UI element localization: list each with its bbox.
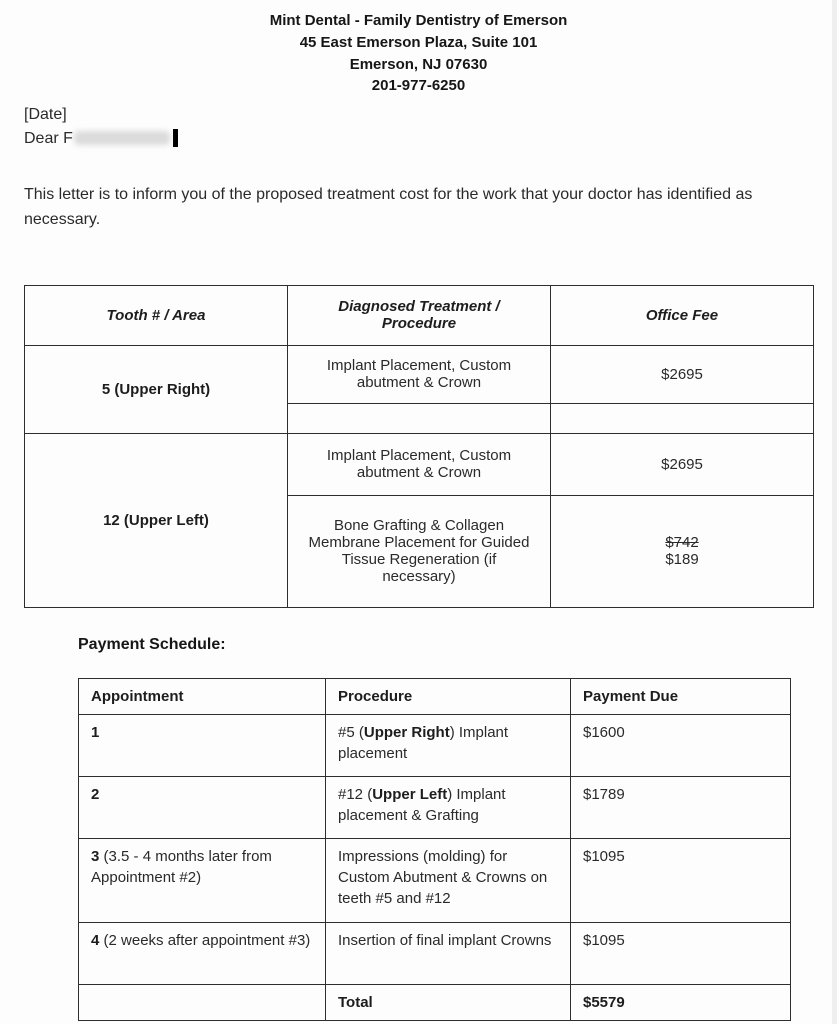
procedure-cell <box>326 922 571 984</box>
col-header-procedure: Procedure <box>326 678 571 714</box>
table-row <box>25 433 814 495</box>
total-amount-cell: $5579 <box>571 984 791 1020</box>
salutation <box>24 128 813 150</box>
appointment-number: 3 <box>91 847 100 865</box>
appointment-cell <box>79 776 326 838</box>
page-edge <box>832 0 837 1024</box>
table-row <box>79 776 791 838</box>
fee-cell: $2695 <box>551 433 814 495</box>
procedure-cell <box>326 714 571 776</box>
appointment-number: 1 <box>91 723 100 741</box>
procedure-cell <box>326 776 571 838</box>
payment-cell: $1789 <box>571 776 791 838</box>
clinic-name: Mint Dental - Family Dentistry of Emerson <box>269 12 568 29</box>
treatment-header-row <box>25 285 814 345</box>
appointment-cell <box>79 922 326 984</box>
payment-cell: $1095 <box>571 922 791 984</box>
tooth-area-12-cell: 12 (Upper Left) <box>25 433 288 607</box>
salutation-text: Dear F <box>24 129 73 147</box>
procedure-cell: Implant Placement, Custom abutment & Crown <box>288 345 551 403</box>
schedule-header-row <box>79 678 791 714</box>
appointment-note: (2 weeks after appointment #3) <box>99 931 311 949</box>
table-row <box>25 345 814 403</box>
letter-meta <box>24 104 813 149</box>
fee-cell-empty <box>551 403 814 433</box>
col-header-treatment: Diagnosed Treatment / Procedure <box>288 285 551 345</box>
table-row <box>79 714 791 776</box>
payment-cell: $1095 <box>571 838 791 922</box>
procedure-text: Insertion of final implant Crowns <box>338 931 552 949</box>
procedure-text: ) Implant placement <box>338 723 509 762</box>
procedure-bold-text: Upper Left <box>372 785 448 803</box>
fee-cell <box>551 495 814 607</box>
clinic-header <box>24 10 813 97</box>
total-label-cell: Total <box>326 984 571 1020</box>
appointment-note: (3.5 - 4 months later from Appointment #2) <box>91 847 272 886</box>
procedure-cell-empty <box>288 403 551 433</box>
col-header-office-fee: Office Fee <box>551 285 814 345</box>
text-cursor <box>173 129 178 147</box>
payment-cell: $1600 <box>571 714 791 776</box>
table-row <box>79 922 791 984</box>
struck-fee: $742 <box>665 534 699 552</box>
discounted-fee: $189 <box>665 551 699 569</box>
col-header-payment-due: Payment Due <box>571 678 791 714</box>
clinic-city-state: Emerson, NJ 07630 <box>349 55 488 73</box>
procedure-text: #12 ( <box>338 785 373 803</box>
appointment-number: 2 <box>91 785 100 803</box>
procedure-text: #5 ( <box>338 723 364 741</box>
procedure-text: ) Implant placement & Grafting <box>338 785 506 824</box>
payment-schedule-table <box>78 678 791 1021</box>
date-placeholder: [Date] <box>24 106 67 123</box>
appointment-cell <box>79 838 326 922</box>
tooth-area-5-cell: 5 (Upper Right) <box>25 345 288 433</box>
procedure-cell <box>326 838 571 922</box>
table-row <box>79 838 791 922</box>
total-empty-cell <box>79 984 326 1020</box>
appointment-number: 4 <box>91 931 100 949</box>
clinic-address: 45 East Emerson Plaza, Suite 101 <box>299 33 538 51</box>
appointment-cell <box>79 714 326 776</box>
payment-schedule-heading: Payment Schedule: <box>78 635 226 653</box>
treatment-cost-table <box>24 285 814 608</box>
procedure-bold-text: Upper Right <box>363 723 450 741</box>
col-header-appointment: Appointment <box>79 678 326 714</box>
letter-body: This letter is to inform you of the proposed treatment cost for the work that your doctor has identified as necessary. <box>24 186 753 228</box>
procedure-text: Impressions (molding) for Custom Abutment & Crowns on teeth #5 and #12 <box>338 847 548 907</box>
clinic-phone: 201-977-6250 <box>371 77 466 95</box>
total-row <box>79 984 791 1020</box>
fee-cell: $2695 <box>551 345 814 403</box>
col-header-tooth-area: Tooth # / Area <box>25 285 288 345</box>
procedure-cell: Bone Grafting & Collagen Membrane Placement for Guided Tissue Regeneration (if necessary) <box>288 495 551 607</box>
redacted-name <box>74 131 170 145</box>
procedure-cell: Implant Placement, Custom abutment & Crown <box>288 433 551 495</box>
